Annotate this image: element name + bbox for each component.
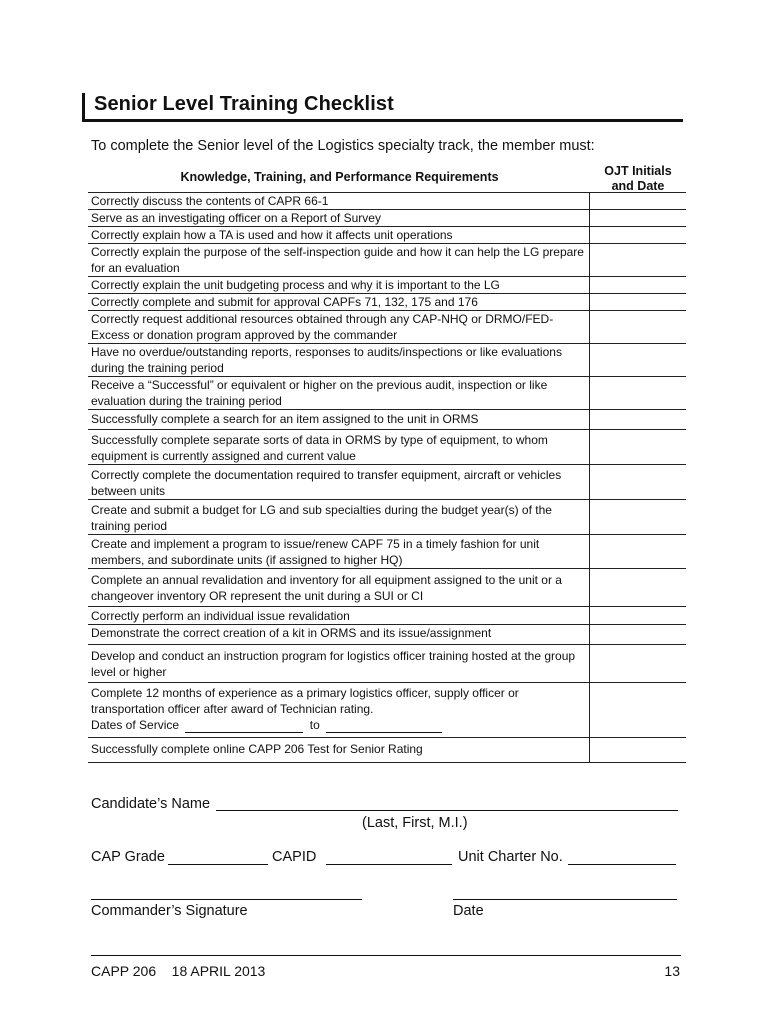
requirement-text: Correctly complete and submit for approval CAPFs 71, 132, 175 and 176 <box>88 294 589 311</box>
requirement-text: Correctly perform an individual issue revalidation <box>88 607 589 625</box>
table-row <box>88 569 686 607</box>
capid-label: CAPID <box>272 849 317 865</box>
requirement-text: Correctly discuss the contents of CAPR 66-1 <box>88 193 589 210</box>
table-row <box>88 410 686 430</box>
table-row <box>88 377 686 410</box>
table-row <box>88 227 686 244</box>
requirement-text: Develop and conduct an instruction program for logistics officer training hosted at the group level or higher <box>88 645 589 683</box>
ojt-cell[interactable] <box>589 377 686 410</box>
ojt-cell[interactable] <box>589 210 686 227</box>
requirements-column-header: Knowledge, Training, and Performance Requirements <box>180 170 499 184</box>
table-row <box>88 645 686 683</box>
table-row <box>88 244 686 277</box>
ojt-cell[interactable] <box>589 244 686 277</box>
ojt-cell[interactable] <box>589 625 686 645</box>
table-row <box>88 500 686 535</box>
ojt-cell[interactable] <box>589 430 686 465</box>
page-number: 13 <box>664 963 680 979</box>
requirement-text: Receive a “Successful” or equivalent or higher on the previous audit, inspection or like evaluation during the training period <box>88 377 589 410</box>
table-row <box>88 683 686 738</box>
cap-grade-field[interactable] <box>168 864 268 865</box>
ojt-cell[interactable] <box>589 607 686 625</box>
unit-charter-field[interactable] <box>568 864 676 865</box>
ojt-column-header <box>590 164 686 194</box>
table-row <box>88 535 686 569</box>
requirement-text: Correctly request additional resources obtained through any CAP-NHQ or DRMO/FED-Excess or donation program approved by the commander <box>88 311 589 344</box>
ojt-cell[interactable] <box>589 500 686 535</box>
dates-of-service-to-label: to <box>309 718 320 732</box>
requirement-text: Serve as an investigating officer on a Report of Survey <box>88 210 589 227</box>
requirement-text: Correctly explain the unit budgeting process and why it is important to the LG <box>88 277 589 294</box>
ojt-cell[interactable] <box>589 193 686 210</box>
table-row <box>88 277 686 294</box>
capid-field[interactable] <box>326 864 452 865</box>
ojt-cell[interactable] <box>589 294 686 311</box>
requirement-text: Correctly explain how a TA is used and how it affects unit operations <box>88 227 589 244</box>
commander-signature-label: Commander’s Signature <box>91 903 248 919</box>
ojt-cell[interactable] <box>589 738 686 763</box>
requirement-text: Correctly explain the purpose of the self-inspection guide and how it can help the LG prepare for an evaluation <box>88 244 589 277</box>
ojt-cell[interactable] <box>589 311 686 344</box>
title-bar <box>82 93 683 122</box>
intro-text: To complete the Senior level of the Logistics specialty track, the member must: <box>91 138 595 154</box>
table-row <box>88 465 686 500</box>
table-row <box>88 430 686 465</box>
ojt-cell[interactable] <box>589 535 686 569</box>
date-field[interactable] <box>453 899 677 900</box>
ojt-cell[interactable] <box>589 410 686 430</box>
requirement-text: Complete an annual revalidation and inventory for all equipment assigned to the unit or a changeover inventory OR represent the unit during a SUI or CI <box>88 569 589 607</box>
ojt-header-line1: OJT Initials <box>604 164 672 178</box>
candidate-name-label: Candidate’s Name <box>91 796 211 812</box>
ojt-cell[interactable] <box>589 277 686 294</box>
dates-of-service-label: Dates of Service <box>91 718 180 732</box>
ojt-cell[interactable] <box>589 569 686 607</box>
candidate-name-field[interactable] <box>216 810 678 811</box>
ojt-header-line2: and Date <box>611 179 665 193</box>
ojt-cell[interactable] <box>589 227 686 244</box>
cap-grade-label: CAP Grade <box>91 849 165 865</box>
commander-signature-field[interactable] <box>91 899 362 900</box>
table-row <box>88 625 686 645</box>
requirement-text: Successfully complete a search for an item assigned to the unit in ORMS <box>88 410 589 430</box>
dates-of-service-from-field[interactable] <box>185 717 303 733</box>
requirement-text: Create and implement a program to issue/renew CAPF 75 in a timely fashion for unit members, and subordinate units (if assigned to higher HQ) <box>88 535 589 569</box>
table-row <box>88 210 686 227</box>
footer-publication: CAPP 206 18 APRIL 2013 <box>91 963 266 979</box>
ojt-cell[interactable] <box>589 465 686 500</box>
dates-of-service-to-field[interactable] <box>326 717 442 733</box>
requirement-cell <box>88 683 589 738</box>
footer-divider <box>91 955 681 956</box>
ojt-cell[interactable] <box>589 683 686 738</box>
requirement-text: Successfully complete online CAPP 206 Test for Senior Rating <box>88 738 589 763</box>
table-row <box>88 311 686 344</box>
table-row <box>88 294 686 311</box>
requirements-table <box>88 192 686 763</box>
table-row <box>88 607 686 625</box>
requirement-text: Successfully complete separate sorts of data in ORMS by type of equipment, to whom equipment is currently assigned and current value <box>88 430 589 465</box>
unit-charter-label: Unit Charter No. <box>458 849 563 865</box>
requirement-text: Demonstrate the correct creation of a kit in ORMS and its issue/assignment <box>88 625 589 645</box>
date-label: Date <box>453 903 484 919</box>
table-row <box>88 344 686 377</box>
requirement-text: Create and submit a budget for LG and sub specialties during the budget year(s) of the training period <box>88 500 589 535</box>
ojt-cell[interactable] <box>589 645 686 683</box>
dates-of-service-line <box>91 717 589 733</box>
requirement-text: Have no overdue/outstanding reports, responses to audits/inspections or like evaluations during the training period <box>88 344 589 377</box>
candidate-name-hint: (Last, First, M.I.) <box>362 815 468 831</box>
page-title: Senior Level Training Checklist <box>94 93 394 115</box>
table-row <box>88 193 686 210</box>
requirement-text: Correctly complete the documentation required to transfer equipment, aircraft or vehicles between units <box>88 465 589 500</box>
ojt-cell[interactable] <box>589 344 686 377</box>
requirement-text: Complete 12 months of experience as a primary logistics officer, supply officer or transportation officer after award of Technician rating. <box>91 686 519 716</box>
table-row <box>88 738 686 763</box>
